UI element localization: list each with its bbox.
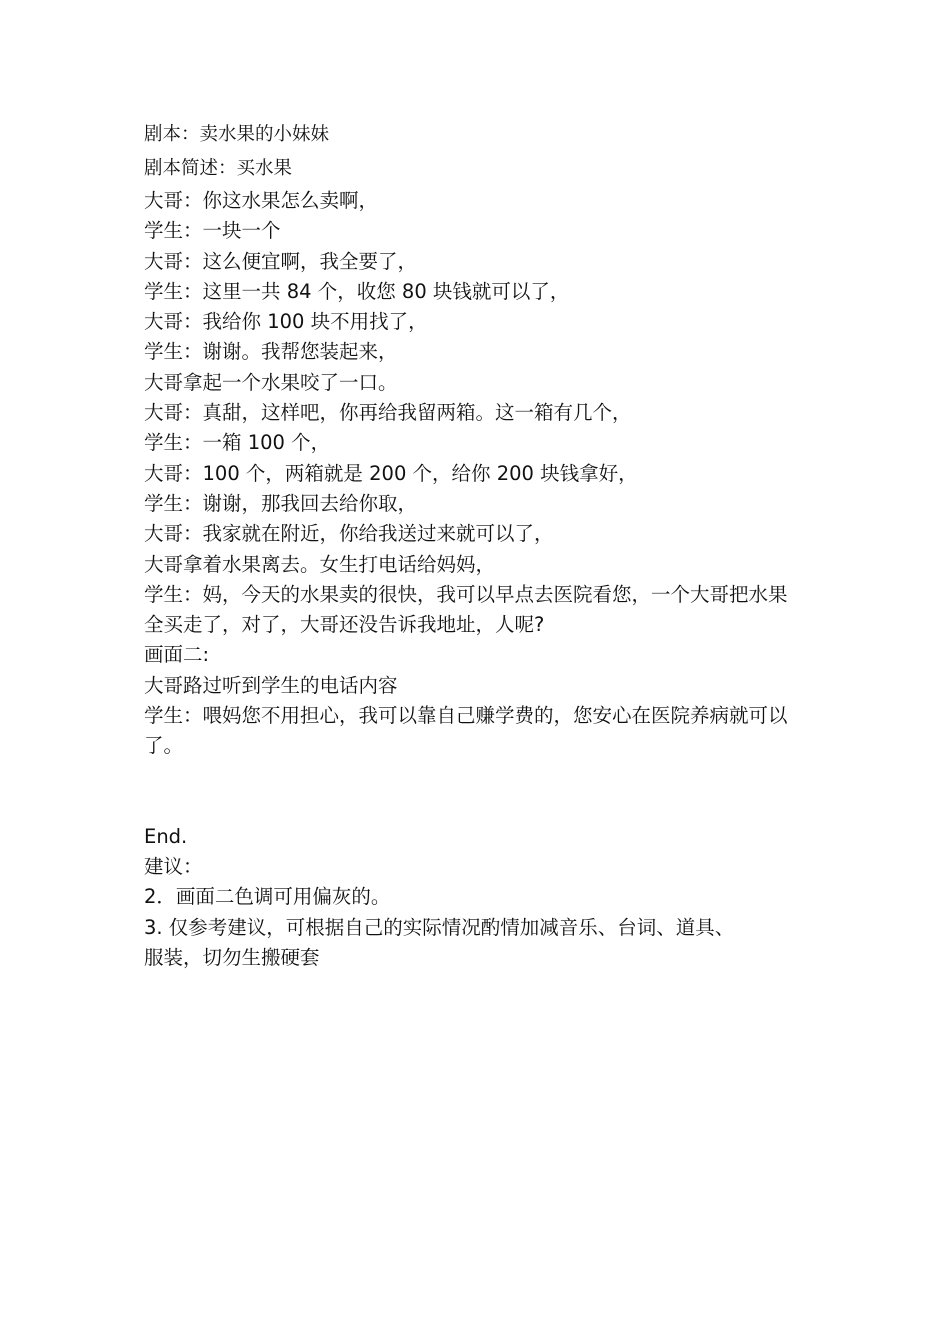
utterance-text: 谢谢。我帮您装起来， xyxy=(202,340,398,364)
speaker-label: 大哥： xyxy=(144,522,203,546)
dialogue-line xyxy=(144,519,804,549)
speaker-label: 学生： xyxy=(144,491,203,515)
speaker-label: 大哥： xyxy=(144,401,203,425)
dialogue-line xyxy=(144,307,804,337)
student-closing-line: 学生：喂妈您不用担心，我可以靠自己赚学费的，您安心在医院养病就可以了。 xyxy=(144,704,788,758)
dialogue-line xyxy=(144,337,804,367)
suggestion-item-2: 2．画面二色调可用偏灰的。 xyxy=(144,885,391,909)
dialogue-line xyxy=(144,247,804,277)
speaker-label: 学生： xyxy=(144,279,203,303)
speaker-label: 学生： xyxy=(144,431,203,455)
student-phone-line: 学生：妈，今天的水果卖的很快，我可以早点去医院看您，一个大哥把水果全买走了，对了，大哥还没告诉我地址，人呢? xyxy=(144,582,788,637)
suggestions-heading: 建议： xyxy=(144,854,203,878)
dialogue-line xyxy=(144,428,804,458)
speaker-label: 大哥： xyxy=(144,249,203,273)
utterance-text: 这里一共 84 个，收您 80 块钱就可以了， xyxy=(202,279,570,303)
spacer xyxy=(144,762,804,822)
utterance-text: 一块一个 xyxy=(202,219,281,243)
script-title: 剧本：卖水果的小妹妹 xyxy=(144,124,330,145)
dialogue-line xyxy=(144,459,804,489)
stage-direction: 大哥拿着水果离去。女生打电话给妈妈， xyxy=(144,552,496,576)
dialogue-line xyxy=(144,186,804,216)
dialogue-line xyxy=(144,277,804,307)
utterance-text: 一箱 100 个， xyxy=(202,431,331,455)
script-summary: 剧本简述：买水果 xyxy=(144,158,293,179)
utterance-text: 这么便宜啊，我全要了， xyxy=(202,249,418,273)
script-body xyxy=(144,118,804,973)
dialogue-line xyxy=(144,216,804,246)
dialogue-list xyxy=(144,186,804,580)
speaker-label: 大哥： xyxy=(144,189,203,212)
speaker-label: 学生： xyxy=(144,340,203,364)
dialogue-line xyxy=(144,398,804,428)
utterance-text: 100 个，两箱就是 200 个，给你 200 块钱拿好， xyxy=(202,461,638,485)
scene-two-heading: 画面二: xyxy=(144,643,210,667)
stage-direction: 大哥拿起一个水果咬了一口。 xyxy=(144,370,398,394)
speaker-label: 大哥： xyxy=(144,310,203,334)
utterance-text: 你这水果怎么卖啊， xyxy=(202,189,379,212)
speaker-label: 大哥： xyxy=(144,461,203,485)
utterance-text: 我家就在附近，你给我送过来就可以了， xyxy=(202,522,554,546)
utterance-text: 真甜，这样吧，你再给我留两箱。这一箱有几个， xyxy=(202,401,632,425)
dialogue-line xyxy=(144,368,804,398)
suggestion-item-3: 3. 仅参考建议，可根据自己的实际情况酌情加减音乐、台词、道具、服装，切勿生搬硬套 xyxy=(144,915,735,969)
utterance-text: 谢谢，那我回去给你取， xyxy=(202,491,418,515)
end-marker: End. xyxy=(144,824,188,848)
dialogue-line xyxy=(144,550,804,580)
dialogue-line xyxy=(144,489,804,519)
scene-two-description: 大哥路过听到学生的电话内容 xyxy=(144,673,398,697)
speaker-label: 学生： xyxy=(144,219,203,243)
utterance-text: 我给你 100 块不用找了， xyxy=(202,310,428,334)
